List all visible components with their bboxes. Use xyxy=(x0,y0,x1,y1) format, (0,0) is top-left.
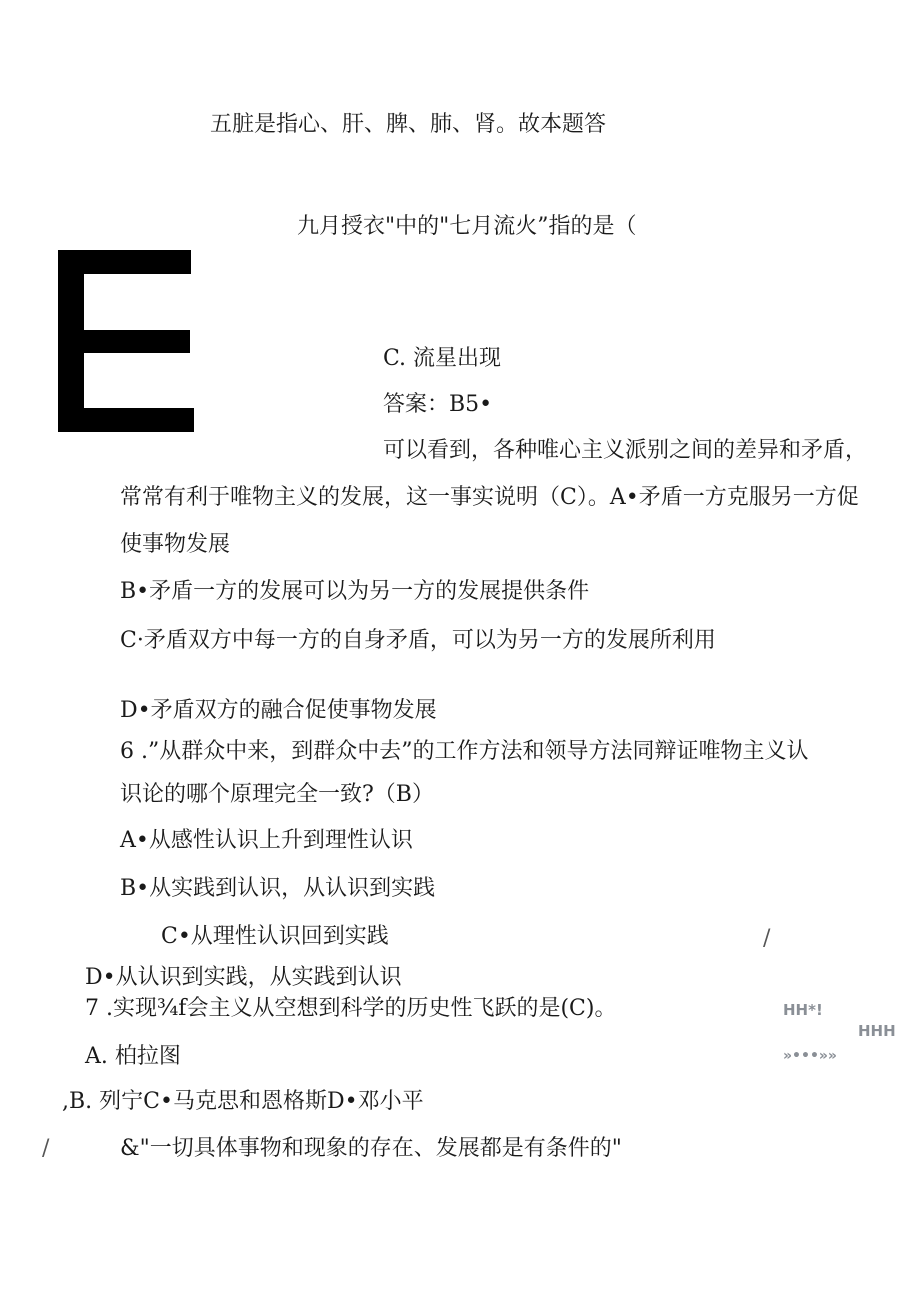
line-q6-option-d: D•从认识到实践，从实践到认识 xyxy=(85,965,402,990)
line-q6-option-b: B•从实践到认识，从认识到实践 xyxy=(120,876,436,901)
scan-noise-3: »•••»» xyxy=(783,1048,837,1064)
line-q5-cont2: 使事物发展 xyxy=(120,532,231,557)
line-option-c: C. 流星出现 xyxy=(383,346,502,371)
line-q5-option-d: D•矛盾双方的融合促使事物发展 xyxy=(120,698,437,723)
line-q7-start: 7 .实现¾f会主义从空想到科学的历史性飞跃的是(C)。 xyxy=(85,996,617,1021)
line-q5-cont: 常常有利于唯物主义的发展，这一事实说明（C）。A•矛盾一方克服另一方促 xyxy=(120,485,859,510)
scan-noise-1: HH*! xyxy=(783,1001,823,1019)
slash-mark-right: / xyxy=(763,926,771,951)
line-q5-option-c: C·矛盾双方中每一方的自身矛盾，可以为另一方的发展所利用 xyxy=(120,628,716,653)
line-q5-start: 可以看到，各种唯心主义派别之间的差异和矛盾， xyxy=(383,438,868,463)
line-answer: 答案：B5• xyxy=(383,392,493,417)
line-q6-option-a: A•从感性认识上升到理性认识 xyxy=(120,828,413,853)
line-q7-options-bcd: ,B. 列宁C•马克思和恩格斯D•邓小平 xyxy=(62,1089,424,1114)
scan-noise-2: HHH xyxy=(858,1022,896,1040)
slash-mark-left: / xyxy=(42,1136,50,1161)
line-q6-start: 6 .”从群众中来，到群众中去”的工作方法和领导方法同辩证唯物主义认 xyxy=(120,739,809,764)
line-question-text: 九月授衣"中的"七月流火”指的是（ xyxy=(297,214,637,239)
line-q7-option-a: A. 柏拉图 xyxy=(85,1044,181,1069)
line-q8-start: &"一切具体事物和现象的存在、发展都是有条件的" xyxy=(120,1136,622,1161)
line-q6-cont: 识论的哪个原理完全一致?（B） xyxy=(120,782,434,807)
line-q5-option-b: B•矛盾一方的发展可以为另一方的发展提供条件 xyxy=(120,579,590,604)
line-q6-option-c: C•从理性认识回到实践 xyxy=(161,924,389,949)
big-letter-e xyxy=(58,250,194,432)
line-answer-explanation: 五脏是指心、肝、脾、肺、肾。故本题答 xyxy=(210,112,607,137)
